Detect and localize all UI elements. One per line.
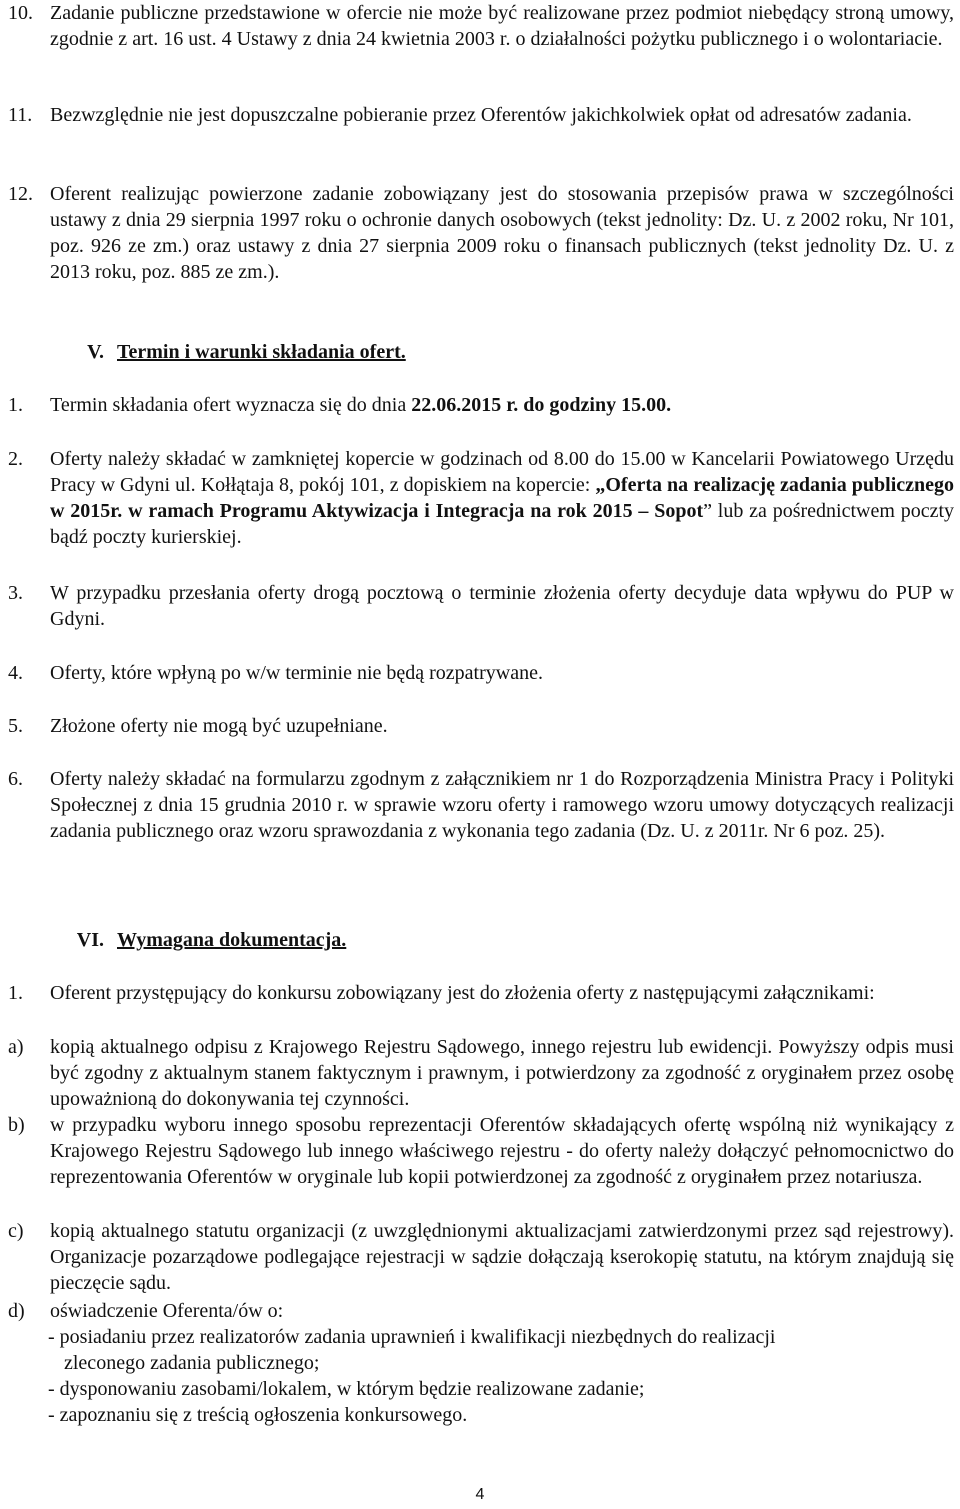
attachment-a bbox=[0, 1034, 954, 1112]
item-text: oświadczenie Oferenta/ów o: bbox=[50, 1300, 284, 1322]
item-number: 5. bbox=[8, 715, 23, 737]
item-text: w przypadku wyboru innego sposobu reprezentacji Oferentów składających ofertę wspólną niż wynikający z Krajowego Rejestru Sądowego lub innego właściwego rejestru - do oferty należy dołączyć pełnomocnictwo do reprezentowania Oferentów w oryginale lub kopii potwierdzonej za zgodność z oryginałem przez notariusza. bbox=[50, 1114, 954, 1188]
item-text: Oferent realizując powierzone zadanie zobowiązany jest do stosowania przepisów prawa w szczególności ustawy z dnia 29 sierpnia 1997 roku o ochronie danych osobowych (tekst jednolity: Dz. U. z 2002 roku, Nr 101, poz. 926 ze zm.) oraz ustawy z dnia 27 sierpnia 2009 roku o finansach publicznych (tekst jednolity Dz. U. z 2013 roku, poz. 885 ze zm.). bbox=[50, 183, 954, 283]
section-roman-numeral: VI. bbox=[76, 929, 104, 951]
section-v-item-5 bbox=[0, 713, 954, 739]
item-text: Oferty, które wpłyną po w/w terminie nie będą rozpatrywane. bbox=[50, 662, 543, 684]
item-text: Złożone oferty nie mogą być uzupełniane. bbox=[50, 715, 388, 737]
section-title: Wymagana dokumentacja. bbox=[117, 929, 347, 951]
item-letter: b) bbox=[8, 1114, 25, 1136]
item-text: Bezwzględnie nie jest dopuszczalne pobieranie przez Oferentów jakichkolwiek opłat od adresatów zadania. bbox=[50, 104, 912, 126]
item-text-plain: Oferty należy składać w zamkniętej kopercie w godzinach od 8.00 do 15.00 w Kancelarii Powiatowego Urzędu Pracy w Gdyni ul. Kołłątaja 8, pokój 101, z dopiskiem na kopercie: bbox=[50, 448, 954, 496]
item-text bbox=[50, 446, 954, 550]
item-number: 6. bbox=[8, 768, 23, 790]
item-text-plain: ” lub za pośrednictwem poczty bądź poczty kurierskiej. bbox=[50, 500, 955, 548]
item-text: Oferty należy składać na formularzu zgodnym z załącznikiem nr 1 do Rozporządzenia Ministra Pracy i Polityki Społecznej z dnia 15 grudnia 2010 r. w sprawie wzoru oferty i ramowego wzoru umowy dotyczących realizacji zadania publicznego oraz wzoru sprawozdania z wykonania tego zadania (Dz. U. z 2011r. Nr 6 poz. 25). bbox=[50, 768, 954, 842]
attachment-d bbox=[0, 1298, 954, 1428]
section-v-item-2 bbox=[0, 446, 954, 550]
page-number: 4 bbox=[475, 1486, 485, 1503]
section-v-item-4 bbox=[0, 660, 954, 686]
item-number: 12. bbox=[8, 183, 33, 205]
list-item-10 bbox=[0, 0, 954, 52]
item-number: 1. bbox=[8, 982, 23, 1004]
envelope-label: „Oferta na realizację zadania publicznego w 2015r. w ramach Programu Aktywizacja i Integracja na rok 2015 – Sopot bbox=[50, 474, 955, 522]
declaration-item: - posiadaniu przez realizatorów zadania uprawnień i kwalifikacji niezbędnych do realizacji bbox=[48, 1326, 776, 1348]
section-title: Termin i warunki składania ofert. bbox=[117, 341, 406, 363]
item-text: kopią aktualnego statutu organizacji (z uwzględnionymi aktualizacjami zatwierdzonymi przez sąd rejestrowy). Organizacje pozarządowe podlegające rejestracji w sądzie dołączają kserokopię statutu, na którym znajdują się pieczęcie sądu. bbox=[50, 1220, 954, 1294]
section-v-item-6 bbox=[0, 766, 954, 844]
section-v-item-3 bbox=[0, 580, 954, 632]
list-item-11 bbox=[0, 102, 954, 128]
declaration-item: - zapoznaniu się z treścią ogłoszenia konkursowego. bbox=[48, 1404, 468, 1426]
item-text: Oferent przystępujący do konkursu zobowiązany jest do złożenia oferty z następującymi załącznikami: bbox=[50, 982, 875, 1004]
section-roman-numeral: V. bbox=[87, 341, 104, 363]
item-number: 2. bbox=[8, 448, 23, 470]
item-number: 1. bbox=[8, 394, 23, 416]
declaration-item: - dysponowaniu zasobami/lokalem, w którym będzie realizowane zadanie; bbox=[48, 1378, 645, 1400]
item-letter: c) bbox=[8, 1220, 24, 1242]
item-letter: d) bbox=[8, 1300, 25, 1322]
declaration-item-continued: zleconego zadania publicznego; bbox=[64, 1352, 320, 1374]
item-text: Zadanie publiczne przedstawione w ofercie nie może być realizowane przez podmiot niebędący stroną umowy, zgodnie z art. 16 ust. 4 Ustawy z dnia 24 kwietnia 2003 r. o działalności pożytku publicznego i o wolontariacie. bbox=[50, 2, 954, 50]
item-text: kopią aktualnego odpisu z Krajowego Rejestru Sądowego, innego rejestru lub ewidencji. Powyższy odpis musi być zgodny z aktualnym stanem faktycznym i prawnym, i potwierdzony za zgodność z oryginałem przez osobę upoważnioną do dokonywania tej czynności. bbox=[50, 1036, 954, 1110]
section-vi-item-1 bbox=[0, 980, 954, 1006]
deadline-date: 22.06.2015 r. do godziny 15.00. bbox=[411, 394, 672, 416]
item-text-plain: Termin składania ofert wyznacza się do dnia bbox=[50, 394, 412, 416]
item-number: 3. bbox=[8, 582, 23, 604]
item-text bbox=[50, 392, 954, 418]
item-text: W przypadku przesłania oferty drogą pocztową o terminie złożenia oferty decyduje data wpływu do PUP w Gdyni. bbox=[50, 582, 954, 630]
attachment-c bbox=[0, 1218, 954, 1296]
list-item-12 bbox=[0, 181, 954, 285]
item-number: 10. bbox=[8, 2, 33, 24]
attachment-b bbox=[0, 1112, 954, 1190]
section-v-item-1 bbox=[0, 392, 954, 418]
declaration-list bbox=[0, 1324, 954, 1428]
item-number: 11. bbox=[8, 104, 33, 126]
item-letter: a) bbox=[8, 1036, 24, 1058]
item-number: 4. bbox=[8, 662, 23, 684]
